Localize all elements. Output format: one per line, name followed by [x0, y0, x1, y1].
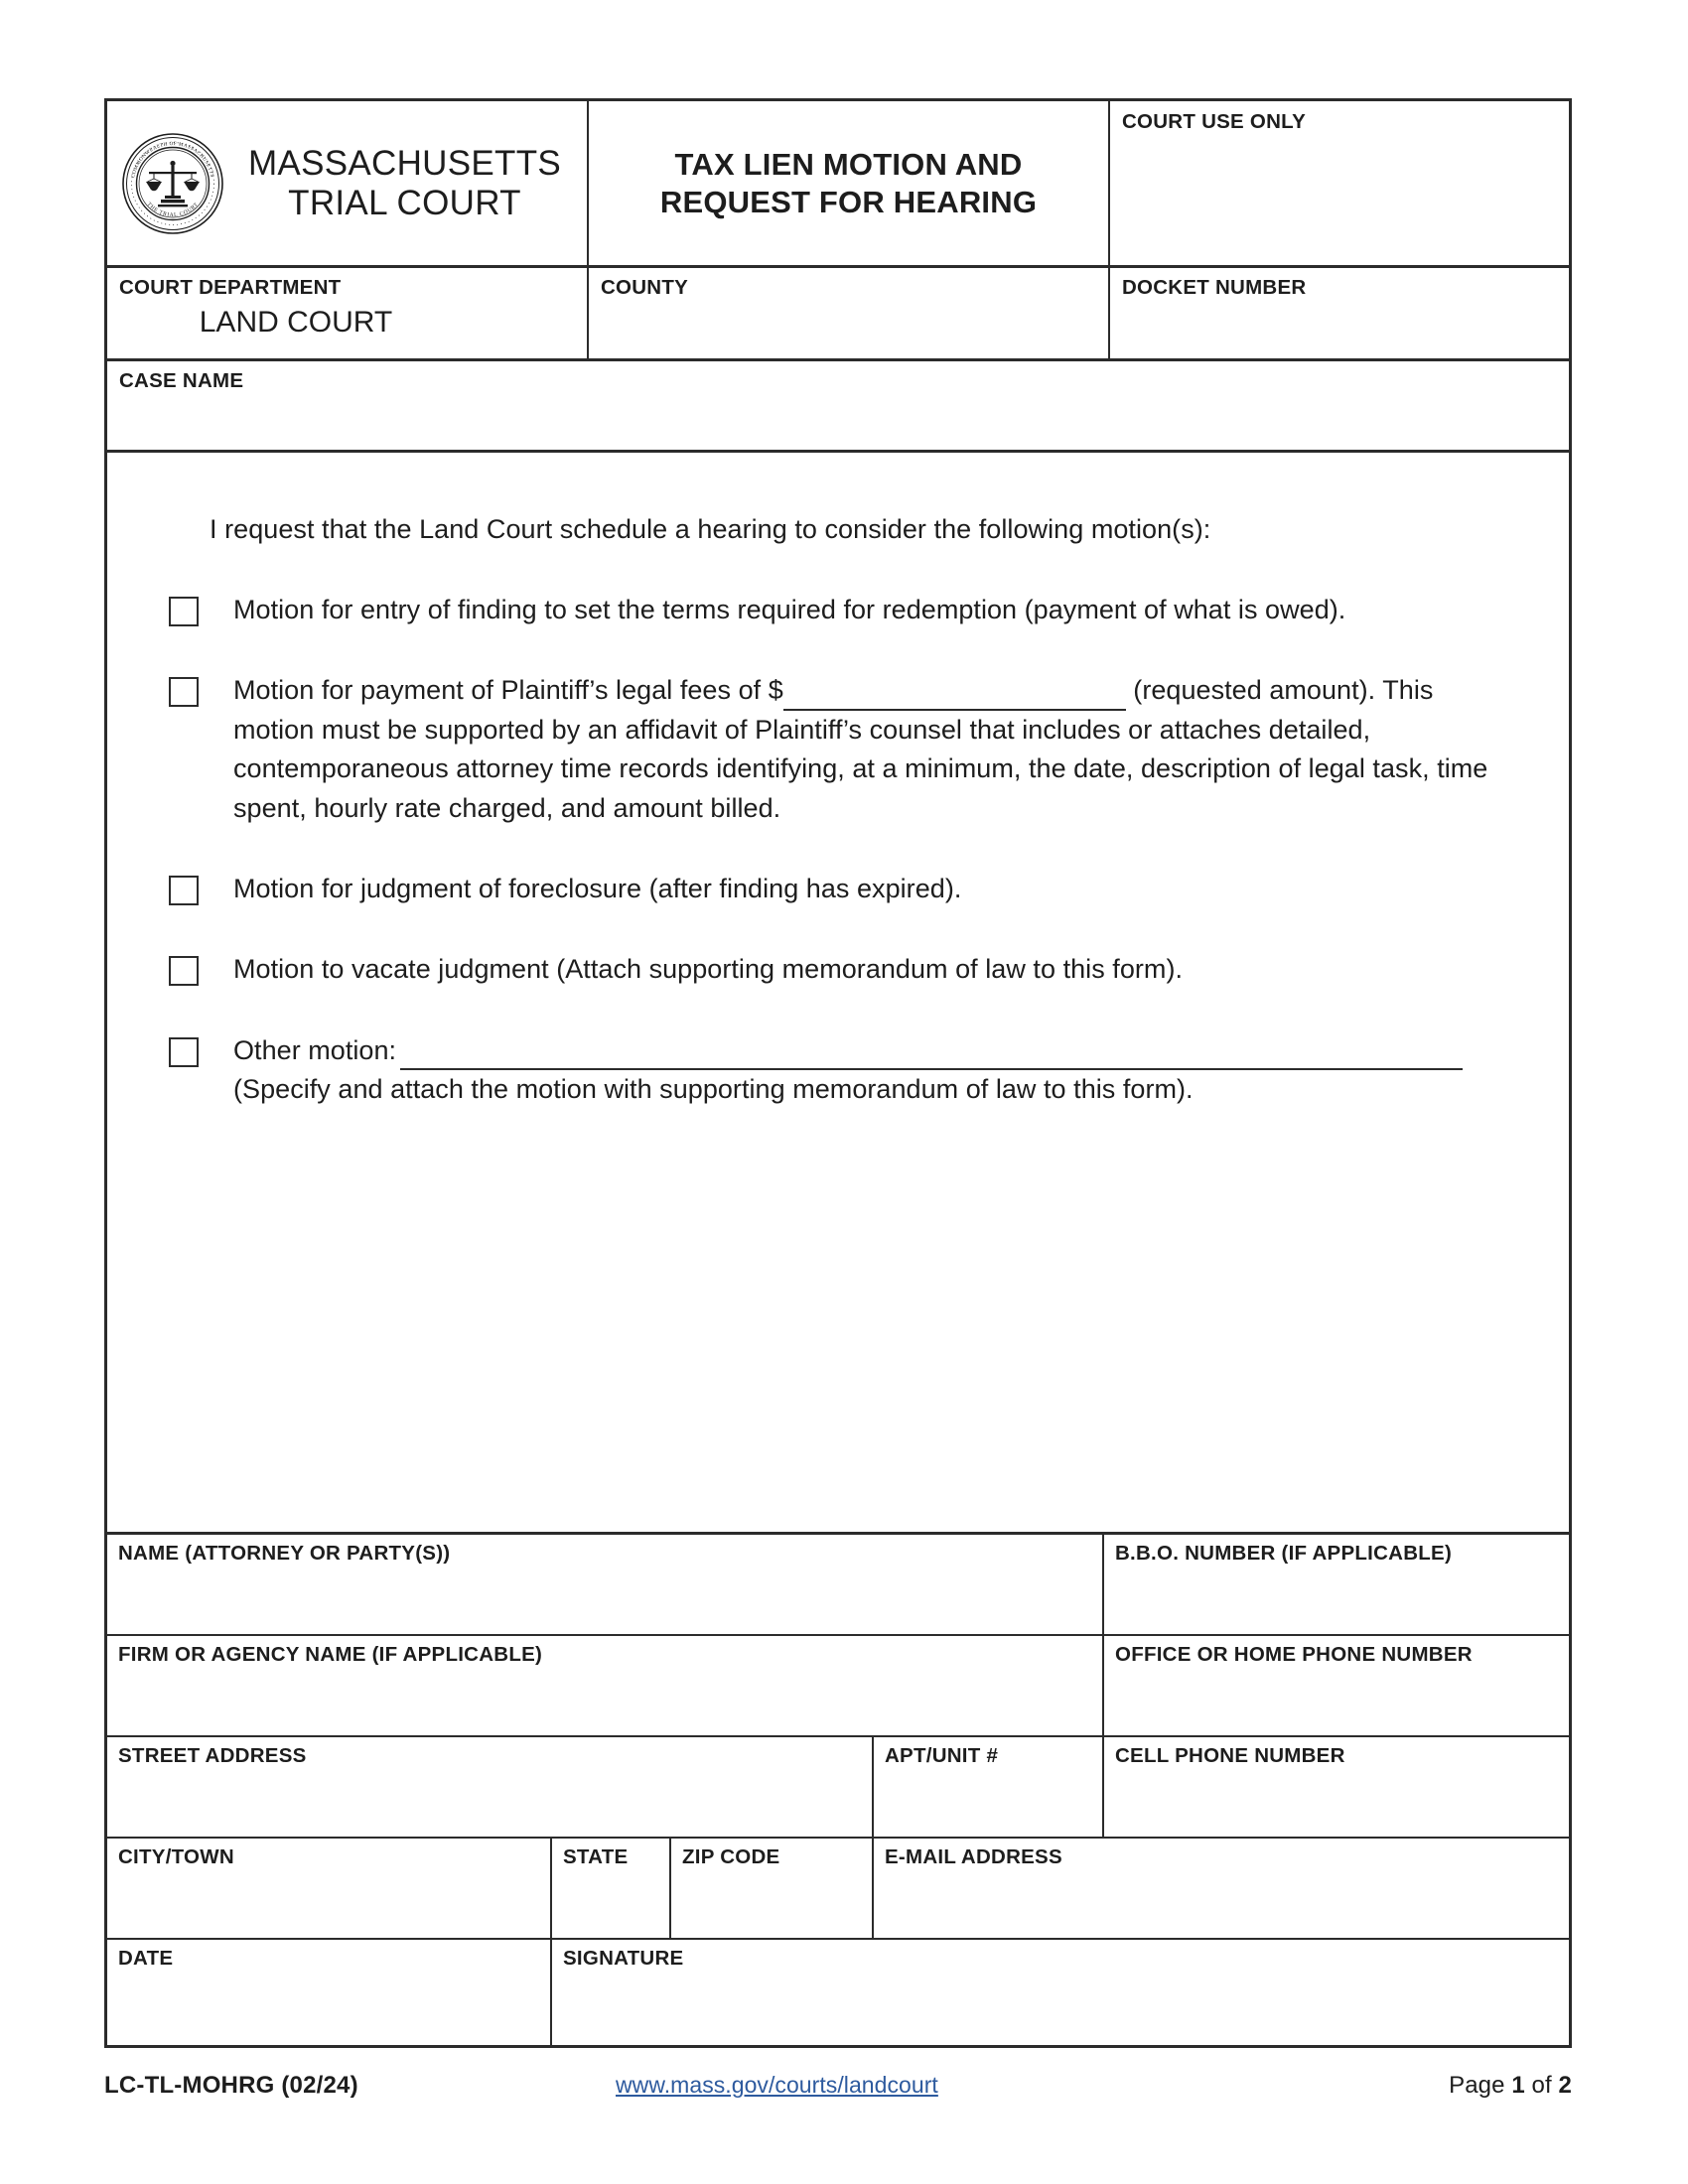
contact-block — [107, 1535, 1569, 2048]
header-row-secondary — [107, 268, 1569, 361]
checkbox-finding-terms-redemption[interactable] — [169, 597, 199, 626]
checkbox-payment-legal-fees[interactable] — [169, 677, 199, 707]
contact-row-firm — [107, 1636, 1569, 1737]
header-row-primary — [107, 101, 1569, 268]
name-field[interactable] — [107, 1535, 1104, 1634]
court-department-label: COURT DEPARTMENT — [119, 276, 342, 299]
signature-label: SIGNATURE — [563, 1947, 684, 1970]
form-title-line1: TAX LIEN MOTION AND — [674, 146, 1023, 182]
date-label: DATE — [118, 1947, 174, 1970]
state-label: STATE — [563, 1845, 629, 1868]
bbo-number-label: B.B.O. NUMBER (IF APPLICABLE) — [1115, 1542, 1453, 1565]
form-title-line2: REQUEST FOR HEARING — [659, 184, 1038, 219]
page-prefix: Page — [1449, 2072, 1512, 2099]
motion-option-payment-legal-fees[interactable] — [107, 671, 1569, 828]
docket-number-label: DOCKET NUMBER — [1122, 276, 1307, 299]
apt-unit-label: APT/UNIT # — [885, 1744, 999, 1767]
other-motion-note: (Specify and attach the motion with supporting memorandum of law to this form). — [233, 1074, 1194, 1105]
motion-label-other — [199, 1031, 1513, 1110]
case-name-label: CASE NAME — [119, 369, 244, 392]
motion-label-judgment-of-foreclosure: Motion for judgment of foreclosure (after finding has expired). — [233, 874, 962, 904]
other-motion-input[interactable] — [400, 1038, 1463, 1070]
contact-row-date-signature — [107, 1940, 1569, 2048]
form-title-cell — [589, 101, 1110, 265]
page-number — [1284, 2072, 1572, 2100]
motion-option-finding-terms-redemption[interactable] — [107, 591, 1569, 629]
motion-label-finding-terms-redemption: Motion for entry of finding to set the terms required for redemption (payment of what is owed). — [233, 595, 1346, 624]
court-name — [232, 144, 587, 223]
signature-field[interactable] — [552, 1940, 1569, 2045]
email-address-label: E-MAIL ADDRESS — [885, 1845, 1062, 1868]
form-frame — [104, 98, 1572, 2048]
svg-text:COMMONWEALTH OF MASSACHUSETTS: COMMONWEALTH OF MASSACHUSETTS — [130, 140, 215, 178]
page-total: 2 — [1558, 2072, 1572, 2099]
intro-text: I request that the Land Court schedule a hearing to consider the following motion(s): — [210, 514, 1211, 544]
other-motion-label: Other motion: — [233, 1034, 397, 1065]
apt-unit-field[interactable] — [874, 1737, 1104, 1837]
cell-phone-field[interactable] — [1104, 1737, 1569, 1837]
footer-link-wrap — [616, 2072, 1284, 2099]
page-current: 1 — [1511, 2072, 1525, 2099]
city-town-label: CITY/TOWN — [118, 1845, 234, 1868]
checkbox-other-motion[interactable] — [169, 1037, 199, 1067]
motion-label-vacate-judgment: Motion to vacate judgment (Attach supporting memorandum of law to this form). — [233, 954, 1184, 985]
contact-row-name — [107, 1535, 1569, 1636]
form-code: LC-TL-MOHRG (02/24) — [104, 2072, 358, 2099]
docket-number-field[interactable] — [1110, 268, 1569, 358]
email-address-field[interactable] — [874, 1839, 1569, 1938]
street-address-label: STREET ADDRESS — [118, 1744, 307, 1767]
court-identity-cell — [107, 101, 589, 265]
court-use-only-label: COURT USE ONLY — [1122, 110, 1306, 133]
county-label: COUNTY — [601, 276, 689, 299]
firm-name-field[interactable] — [107, 1636, 1104, 1735]
landcourt-website-link[interactable]: www.mass.gov/courts/landcourt — [616, 2072, 938, 2098]
office-phone-field[interactable] — [1104, 1636, 1569, 1735]
fees-text-after-blank: (requested amount). This motion must be supported by an affidavit of Plaintiff’s counsel that includes or attaches detailed, contemporaneous attorney time records identifying, at a minimum, the date, description of legal task, time spent, hourly rate charged, and amount billed. — [233, 675, 1488, 823]
massachusetts-trial-court-seal-icon — [121, 132, 224, 235]
court-department-cell[interactable] — [107, 268, 589, 358]
state-field[interactable] — [552, 1839, 671, 1938]
checkbox-vacate-judgment[interactable] — [169, 956, 199, 986]
court-use-only-cell — [1110, 101, 1569, 265]
firm-name-label: FIRM OR AGENCY NAME (IF APPLICABLE) — [118, 1643, 543, 1666]
office-phone-label: OFFICE OR HOME PHONE NUMBER — [1115, 1643, 1473, 1666]
fees-text-before-blank: Motion for payment of Plaintiff’s legal fees of $ — [233, 675, 783, 706]
county-field[interactable] — [589, 268, 1110, 358]
cell-phone-label: CELL PHONE NUMBER — [1115, 1744, 1345, 1767]
motion-option-judgment-of-foreclosure[interactable] — [107, 870, 1569, 908]
motion-option-other[interactable] — [107, 1031, 1569, 1110]
court-department-value: LAND COURT — [199, 306, 393, 339]
zip-code-label: ZIP CODE — [682, 1845, 780, 1868]
svg-text:THE TRIAL COURT: THE TRIAL COURT — [145, 201, 201, 218]
case-name-field[interactable] — [107, 361, 1569, 453]
city-town-field[interactable] — [107, 1839, 552, 1938]
bbo-number-field[interactable] — [1104, 1535, 1569, 1634]
court-name-line1: MASSACHUSETTS — [247, 143, 562, 183]
name-label: NAME (ATTORNEY OR PARTY(S)) — [118, 1542, 451, 1565]
contact-row-street — [107, 1737, 1569, 1839]
motion-checklist — [107, 591, 1569, 1110]
page-of: of — [1524, 2072, 1559, 2099]
page-footer — [104, 2072, 1572, 2100]
street-address-field[interactable] — [107, 1737, 874, 1837]
court-name-line2: TRIAL COURT — [288, 183, 521, 222]
checkbox-judgment-of-foreclosure[interactable] — [169, 876, 199, 905]
motion-option-vacate-judgment[interactable] — [107, 950, 1569, 989]
contact-row-city-state-zip — [107, 1839, 1569, 1940]
motion-body — [107, 453, 1569, 1535]
motion-label-payment-legal-fees — [199, 671, 1513, 828]
fee-amount-input[interactable] — [783, 679, 1126, 711]
zip-code-field[interactable] — [671, 1839, 874, 1938]
date-field[interactable] — [107, 1940, 552, 2045]
